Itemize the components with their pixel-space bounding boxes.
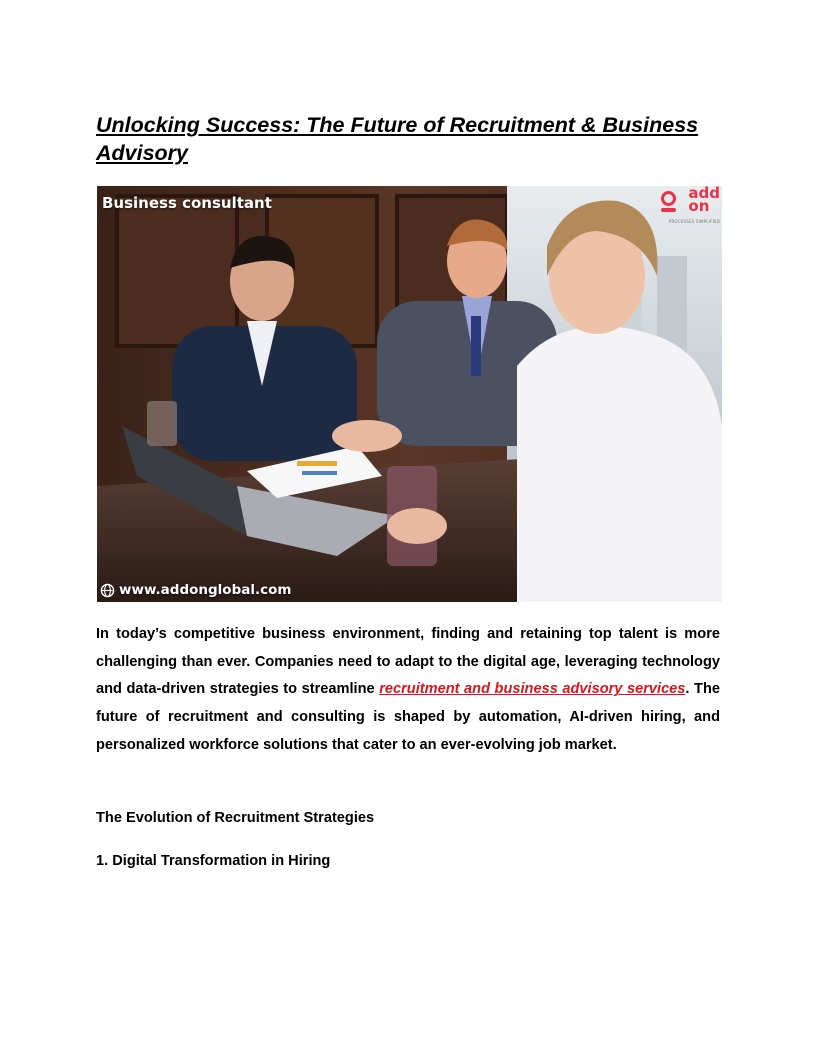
- image-url-text: www.addonglobal.com: [119, 582, 292, 598]
- paragraph-text-before: In today’s competitive business environment, finding and retaining top talent is more challenging than ever. Companies need to adapt to the digital age, leveraging technology and data-driven strategies to streamline: [96, 626, 720, 698]
- logo-tagline: PROCESSES SIMPLIFIED: [668, 219, 720, 224]
- page-title: Unlocking Success: The Future of Recruitment & Business Advisory: [96, 113, 699, 165]
- services-link[interactable]: recruitment and business advisory services: [379, 681, 686, 698]
- image-url-watermark: [100, 582, 291, 598]
- globe-icon: [100, 583, 115, 598]
- meeting-photo: [97, 186, 722, 602]
- logo-text: [688, 187, 720, 213]
- logo-bar-icon: [661, 208, 676, 212]
- paragraph-text-after: . The future of recruitment and consulting is shaped by automation, AI-driven hiring, and personalized workforce solutions that cater to an ever-evolving job market.: [96, 681, 720, 753]
- logo-line-2: on: [688, 197, 710, 215]
- section-heading: The Evolution of Recruitment Strategies: [96, 810, 375, 826]
- hero-image: [97, 186, 722, 602]
- logo-ring-icon: [661, 191, 676, 206]
- subsection-heading: 1. Digital Transformation in Hiring: [96, 853, 331, 869]
- logo-line-1: add: [688, 186, 720, 202]
- intro-paragraph: [96, 621, 720, 760]
- addon-logo: [656, 188, 720, 228]
- image-caption: Business consultant: [102, 194, 272, 212]
